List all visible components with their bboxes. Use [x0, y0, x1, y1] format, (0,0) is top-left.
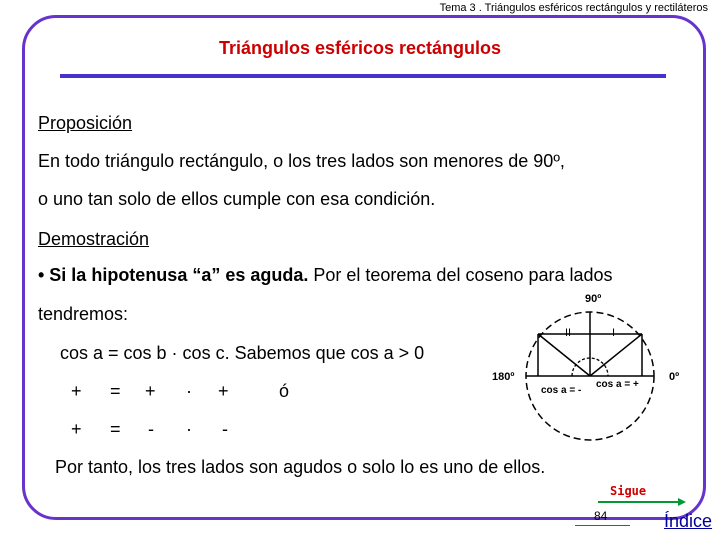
right-diagonal — [590, 334, 642, 376]
title-divider — [60, 74, 666, 78]
label-90: 90º — [585, 293, 602, 305]
slide-title: Triángulos esféricos rectángulos — [218, 38, 502, 58]
sigue-link[interactable]: Sigue — [610, 484, 647, 498]
page-number: 84 — [594, 509, 608, 523]
sign-eq-row1: = — [110, 381, 121, 401]
label-0: 0º — [669, 371, 680, 383]
formula-text: cos a = cos b · cos c. Sabemos que cos a > 0 — [60, 343, 425, 363]
label-cos-negative: cos a = - — [541, 385, 582, 396]
sign-cosb-row2: - — [148, 419, 154, 439]
proposicion-line-2: o uno tan solo de ellos cumple con esa condición. — [38, 189, 436, 209]
sign-cosc-row1: + — [218, 381, 229, 401]
header-text: Tema 3 . Triángulos esféricos rectángulos y rectiláteros — [439, 2, 708, 14]
label-180: 180º — [492, 371, 515, 383]
sign-or: ó — [279, 381, 290, 401]
proposicion-heading: Proposición — [38, 113, 133, 133]
demostracion-line-2: tendremos: — [38, 304, 129, 324]
sign-dot-row1: · — [186, 381, 192, 401]
demostracion-bullet — [38, 265, 613, 286]
bullet-rest-text: Por el teorema del coseno para lados — [308, 265, 613, 285]
label-quadrant-ii: II — [565, 327, 572, 339]
conclusion-text: Por tanto, los tres lados son agudos o solo lo es uno de ellos. — [55, 457, 546, 477]
sign-dot-row2: · — [186, 419, 192, 439]
page-number-divider — [575, 525, 630, 526]
unit-circle-diagram — [488, 288, 688, 458]
demostracion-heading: Demostración — [38, 229, 150, 249]
sign-cosb-row1: + — [145, 381, 156, 401]
sign-eq-row2: = — [110, 419, 121, 439]
sign-cosc-row2: - — [222, 419, 228, 439]
sign-b-row1: + — [71, 381, 82, 401]
label-quadrant-i: I — [612, 327, 616, 339]
bullet-bold-text: • Si la hipotenusa “a” es aguda. — [38, 265, 309, 285]
indice-link[interactable]: Índice — [664, 511, 713, 531]
label-cos-positive: cos a = + — [596, 379, 639, 390]
arrow-right-icon[interactable] — [598, 497, 686, 507]
left-diagonal — [538, 334, 590, 376]
sign-b-row2: + — [71, 419, 82, 439]
proposicion-line-1: En todo triángulo rectángulo, o los tres lados son menores de 90º, — [38, 151, 565, 171]
